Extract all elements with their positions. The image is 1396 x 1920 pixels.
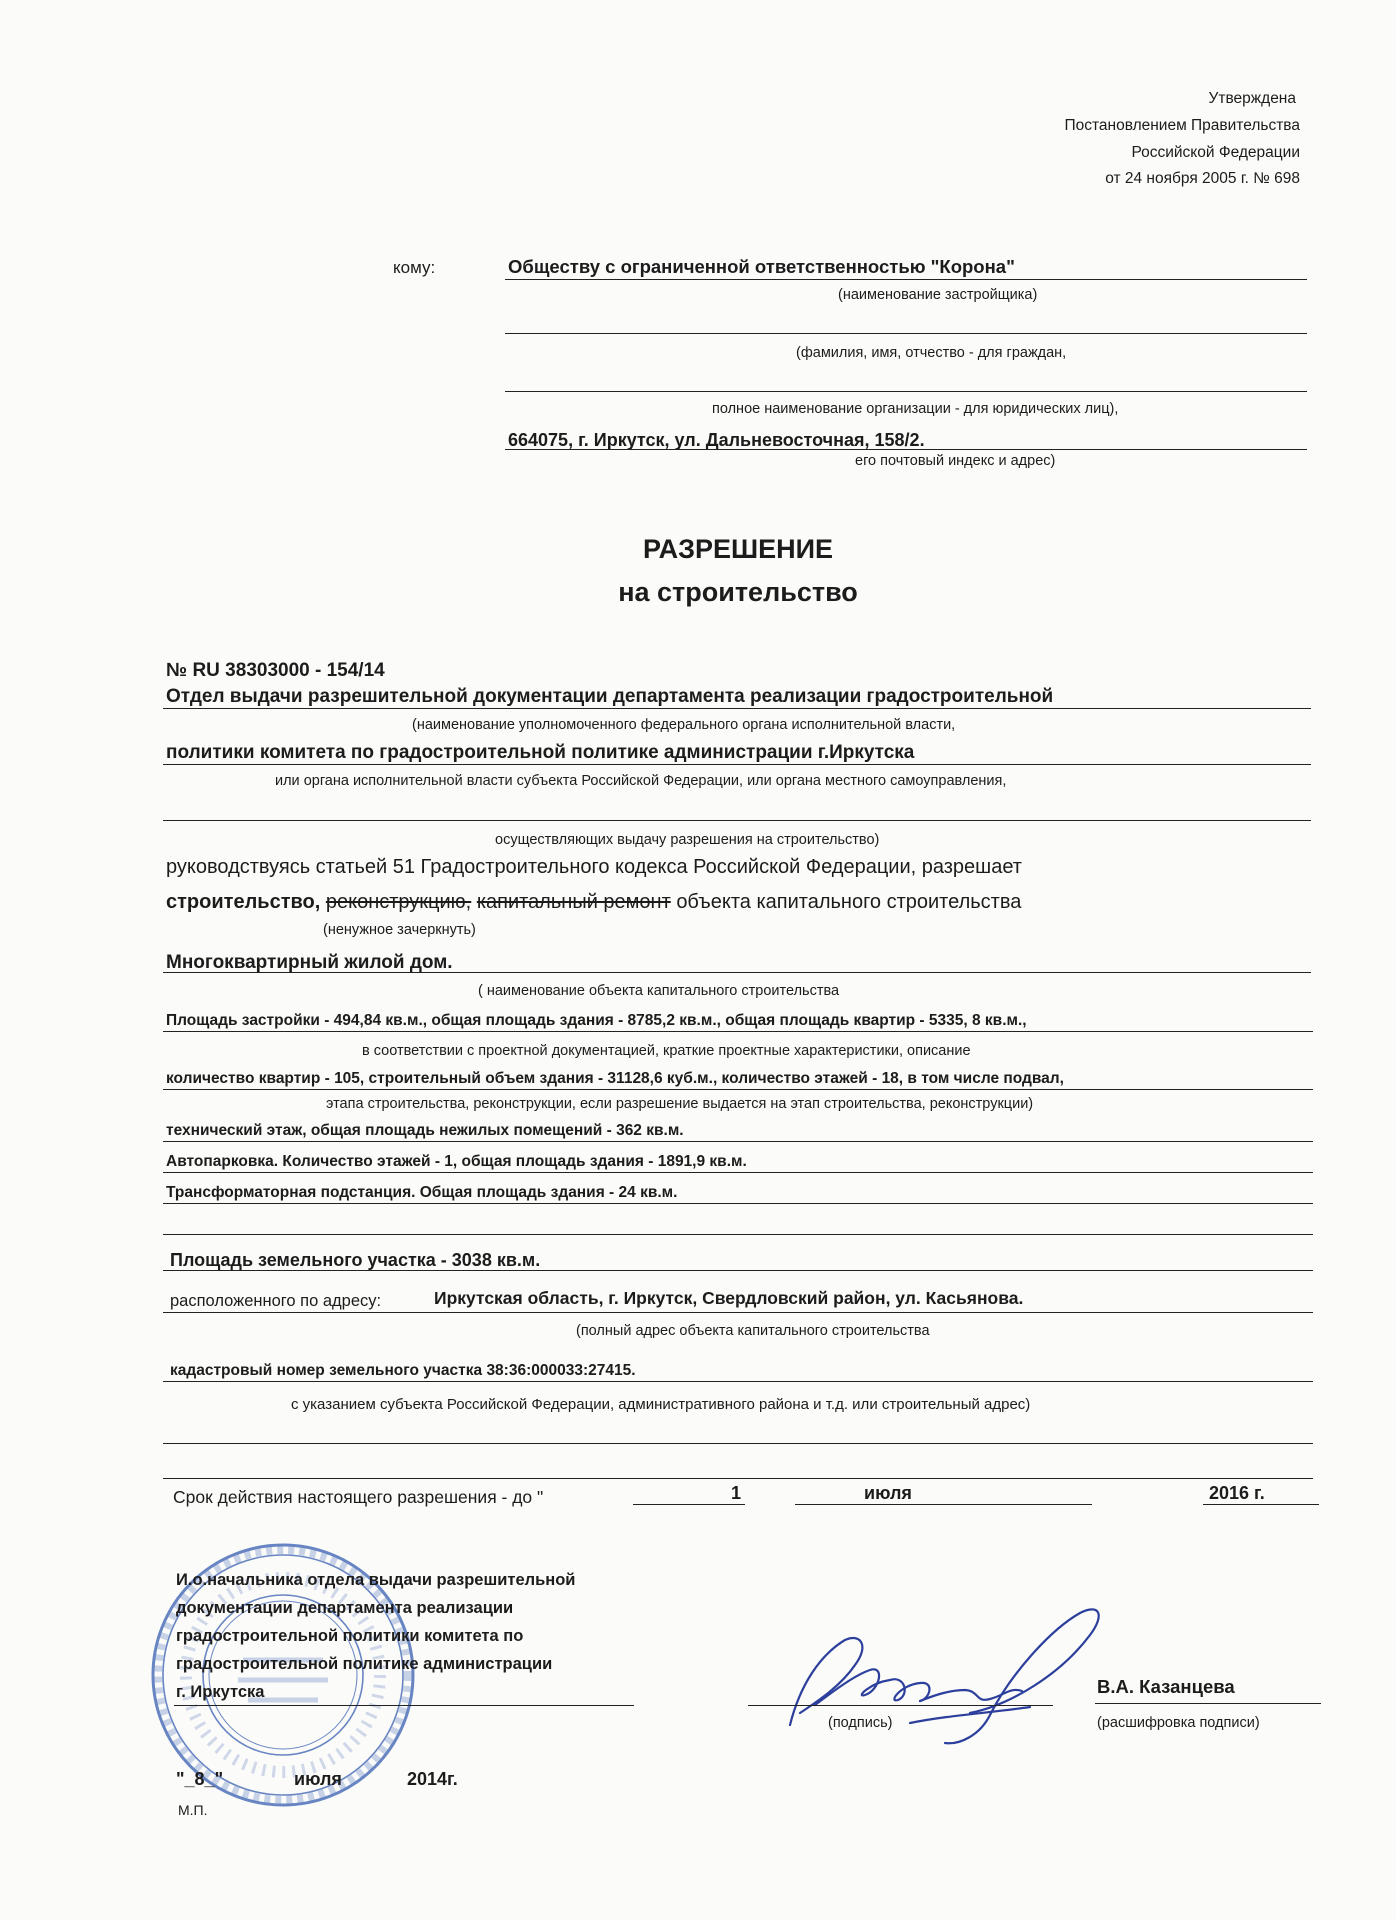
handwritten-signature-icon — [760, 1595, 1130, 1765]
land-area-line — [163, 1270, 1313, 1271]
cadastral-line — [163, 1381, 1313, 1382]
signatory-position-2: документации департамента реализации — [176, 1599, 514, 1617]
org-caption: полное наименование организации - для юридических лиц), — [712, 401, 1119, 417]
characteristics-underline-1 — [163, 1031, 1313, 1032]
approval-line-1: Утверждена — [1208, 90, 1296, 107]
signatory-position-1: И.о.начальника отдела выдачи разрешительной — [176, 1571, 576, 1589]
address-line — [505, 449, 1307, 450]
blank-line-1 — [163, 1443, 1313, 1444]
signatory-name: В.А. Казанцева — [1097, 1676, 1235, 1697]
org-line — [505, 391, 1307, 392]
validity-day-line — [633, 1504, 745, 1505]
signatory-position-4: градостроительной политике администрации — [176, 1655, 553, 1673]
location-line — [163, 1312, 1313, 1313]
work-type-line — [166, 891, 1021, 914]
strike-caption: (ненужное зачеркнуть) — [323, 922, 476, 938]
work-type-object: объекта капитального строительства — [676, 891, 1022, 913]
validity-month-line — [795, 1504, 1092, 1505]
authority-underline-1 — [163, 708, 1311, 709]
authority-underline-2 — [163, 764, 1311, 765]
characteristics-line-3: технический этаж, общая площадь нежилых помещений - 362 кв.м. — [166, 1122, 684, 1139]
validity-month: июля — [864, 1483, 912, 1503]
document-title: РАЗРЕШЕНИЕ — [642, 534, 834, 564]
validity-year: 2016 г. — [1209, 1483, 1265, 1503]
authority-underline-3 — [163, 820, 1311, 821]
legal-basis-line: руководствуясь статьей 51 Градостроительного кодекса Российской Федерации, разрешает — [166, 856, 1022, 878]
object-name: Многоквартирный жилой дом. — [166, 952, 453, 973]
issue-month: июля — [294, 1769, 342, 1789]
issue-year: 2014г. — [407, 1769, 458, 1789]
approval-line-2: Постановлением Правительства — [1064, 117, 1300, 134]
authority-caption-3: осуществляющих выдачу разрешения на строительство) — [495, 832, 880, 848]
work-type-reconstruction: реконструкцию, — [325, 891, 472, 913]
developer-line — [505, 279, 1307, 280]
validity-label: Срок действия настоящего разрешения - до " — [173, 1487, 544, 1507]
work-type-repair: капитальный ремонт — [476, 891, 671, 913]
document-subtitle: на строительство — [618, 577, 858, 607]
object-name-caption: ( наименование объекта капитального строительства — [478, 983, 840, 999]
characteristics-caption-1: в соответствии с проектной документацией, краткие проектные характеристики, описание — [362, 1043, 971, 1059]
authority-line-2: политики комитета по градостроительной политике администрации г.Иркутска — [166, 742, 915, 763]
characteristics-underline-6 — [163, 1234, 1313, 1235]
signatory-position-3: градостроительной политики комитета по — [176, 1627, 524, 1645]
blank-line-2 — [163, 1478, 1313, 1479]
signatory-position-5: г. Иркутска — [176, 1683, 265, 1701]
characteristics-line-1: Площадь застройки - 494,84 кв.м., общая площадь здания - 8785,2 кв.м., общая площадь квартир - 5335, 8 кв.м., — [166, 1012, 1027, 1029]
position-line — [174, 1705, 634, 1706]
characteristics-underline-2 — [163, 1089, 1313, 1090]
validity-day: 1 — [730, 1483, 741, 1503]
object-location: Иркутская область, г. Иркутск, Свердловский район, ул. Касьянова. — [434, 1288, 1024, 1308]
addressee-label: кому: — [393, 258, 436, 277]
characteristics-underline-3 — [163, 1141, 1313, 1142]
seal-place-mark: М.П. — [178, 1802, 208, 1818]
signature-line — [748, 1705, 1053, 1706]
work-type-construction: строительство, — [166, 891, 321, 913]
characteristics-underline-5 — [163, 1203, 1313, 1204]
developer-caption: (наименование застройщика) — [838, 287, 1038, 303]
cadastral-number: кадастровый номер земельного участка 38:36:000033:27415. — [170, 1362, 636, 1379]
authority-caption-2: или органа исполнительной власти субъекта Российской Федерации, или органа местного самоуправления, — [275, 773, 1007, 789]
authority-caption-1: (наименование уполномоченного федерального органа исполнительной власти, — [412, 717, 956, 733]
land-area: Площадь земельного участка - 3038 кв.м. — [170, 1250, 541, 1270]
characteristics-caption-2: этапа строительства, реконструкции, если разрешение выдается на этап строительства, реконструкции) — [326, 1096, 1034, 1112]
permit-number: № RU 38303000 - 154/14 — [166, 660, 385, 681]
cadastral-caption: с указанием субъекта Российской Федерации, административного района и т.д. или строительный адрес) — [291, 1396, 1031, 1413]
issue-day: "_8_" — [176, 1769, 224, 1789]
signatory-name-line — [1095, 1703, 1321, 1704]
characteristics-underline-4 — [163, 1172, 1313, 1173]
validity-year-line — [1203, 1504, 1319, 1505]
authority-line-1: Отдел выдачи разрешительной документации департамента реализации градостроительной — [166, 686, 1054, 707]
approval-line-3: Российской Федерации — [1131, 144, 1300, 161]
address-caption: его почтовый индекс и адрес) — [855, 453, 1056, 469]
signature-caption: (подпись) — [828, 1715, 893, 1731]
characteristics-line-2: количество квартир - 105, строительный объем здания - 31128,6 куб.м., количество этажей - 18, в том числе подвал, — [166, 1070, 1064, 1087]
developer-name: Обществу с ограниченной ответственностью "Корона" — [508, 256, 1015, 277]
location-prefix: расположенного по адресу: — [170, 1292, 382, 1310]
location-caption: (полный адрес объекта капитального строительства — [576, 1323, 930, 1339]
characteristics-line-5: Трансформаторная подстанция. Общая площадь здания - 24 кв.м. — [166, 1184, 678, 1201]
citizens-caption: (фамилия, имя, отчество - для граждан, — [796, 345, 1067, 361]
postal-address: 664075, г. Иркутск, ул. Дальневосточная, 158/2. — [508, 430, 925, 450]
approval-line-4: от 24 ноября 2005 г. № 698 — [1105, 170, 1300, 187]
characteristics-line-4: Автопарковка. Количество этажей - 1, общая площадь здания - 1891,9 кв.м. — [166, 1153, 747, 1170]
citizen-line — [505, 333, 1307, 334]
object-name-line — [163, 972, 1311, 973]
signatory-name-caption: (расшифровка подписи) — [1097, 1715, 1260, 1731]
